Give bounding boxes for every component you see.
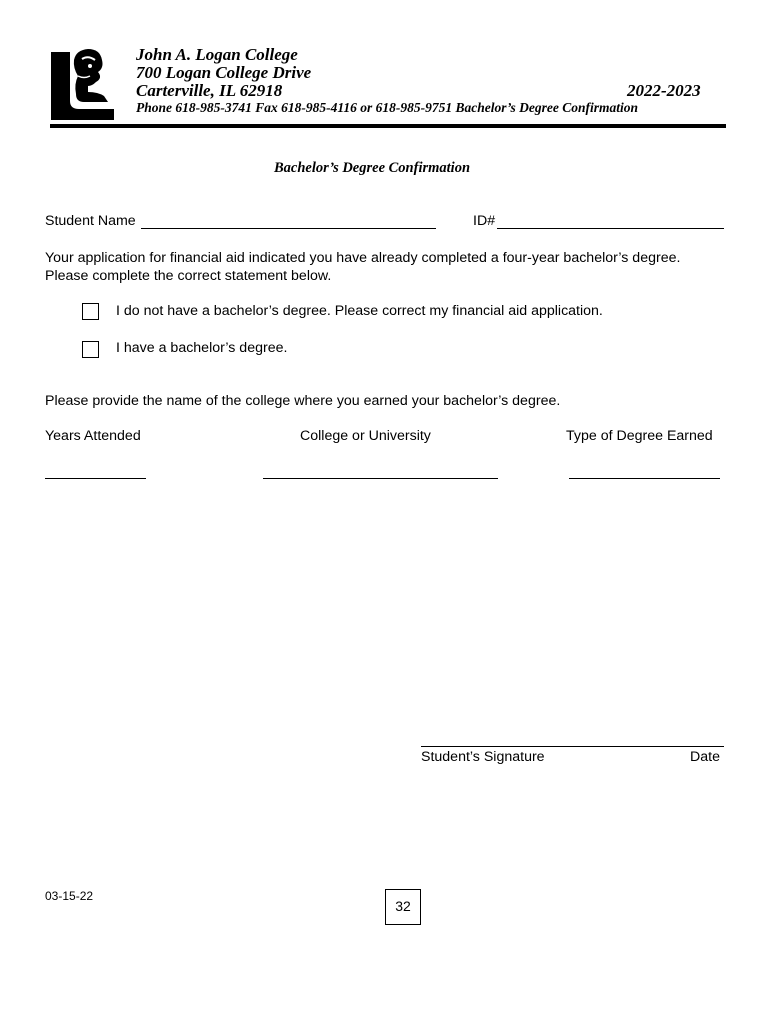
college-prompt: Please provide the name of the college where you earned your bachelor’s degree. xyxy=(45,393,561,409)
college-field[interactable] xyxy=(263,478,498,479)
college-header: College or University xyxy=(300,428,431,444)
signature-line[interactable] xyxy=(421,746,724,747)
college-name: John A. Logan College xyxy=(136,45,298,64)
intro-line-1: Your application for financial aid indicated you have already completed a four-year bachelor’s degree. xyxy=(45,250,681,266)
college-address: 700 Logan College Drive xyxy=(136,63,312,82)
intro-line-2: Please complete the correct statement below. xyxy=(45,268,332,284)
college-logo xyxy=(48,46,116,122)
aid-year: 2022-2023 xyxy=(627,81,701,100)
college-city: Carterville, IL 62918 xyxy=(136,81,283,100)
id-field[interactable] xyxy=(497,228,724,229)
years-attended-field[interactable] xyxy=(45,478,146,479)
page-number: 32 xyxy=(395,898,411,914)
degree-type-field[interactable] xyxy=(569,478,720,479)
header-divider xyxy=(50,124,726,128)
contact-line: Phone 618-985-3741 Fax 618-985-4116 or 618-985-9751 Bachelor’s Degree Confirmation xyxy=(136,100,638,115)
student-name-label: Student Name xyxy=(45,213,136,229)
no-degree-checkbox[interactable] xyxy=(82,303,99,320)
id-label: ID# xyxy=(473,213,496,229)
signature-label: Student’s Signature xyxy=(421,749,545,765)
degree-type-header: Type of Degree Earned xyxy=(566,428,713,444)
student-name-field[interactable] xyxy=(141,228,436,229)
form-title: Bachelor’s Degree Confirmation xyxy=(274,160,471,176)
has-degree-option: I have a bachelor’s degree. xyxy=(116,340,288,356)
years-attended-header: Years Attended xyxy=(45,428,141,444)
page-number-box xyxy=(385,889,421,925)
date-label: Date xyxy=(690,749,720,765)
revision-date: 03-15-22 xyxy=(45,889,94,903)
no-degree-option: I do not have a bachelor’s degree. Please correct my financial aid application. xyxy=(116,303,603,319)
has-degree-checkbox[interactable] xyxy=(82,341,99,358)
